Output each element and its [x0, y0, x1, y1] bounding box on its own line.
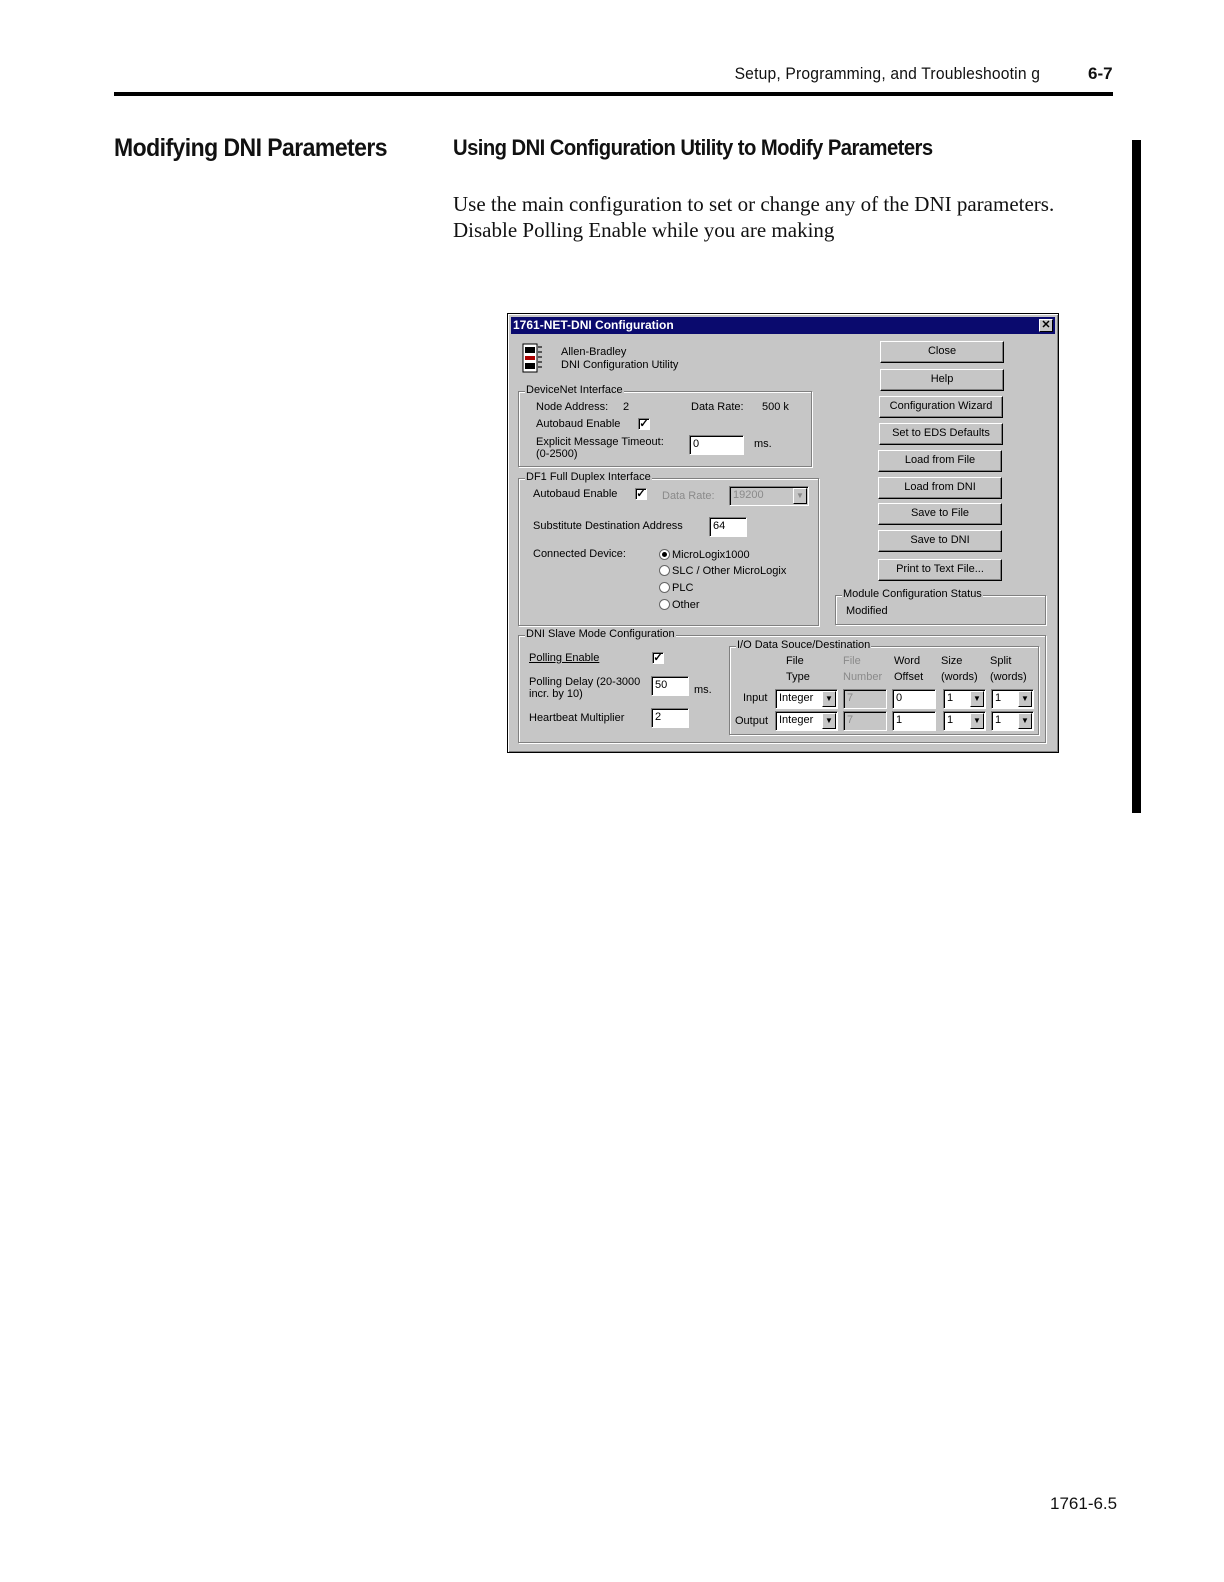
output-file-type-value: Integer	[779, 714, 814, 726]
explicit-timeout-input[interactable]: 0	[689, 435, 744, 455]
devicenet-group-title: DeviceNet Interface	[526, 384, 623, 396]
chevron-down-icon: ▼	[1018, 713, 1032, 729]
output-split-select[interactable]	[991, 711, 1034, 731]
page-number: 6-7	[1088, 64, 1113, 83]
chevron-down-icon: ▼	[822, 713, 836, 729]
dialog-title: 1761-NET-DNI Configuration	[513, 318, 674, 332]
radio-slc-other-micrologix[interactable]	[659, 565, 670, 576]
input-split-select[interactable]	[991, 689, 1034, 709]
chevron-down-icon: ▼	[1018, 691, 1032, 707]
heartbeat-label: Heartbeat Multiplier	[529, 712, 625, 724]
node-address-label: Node Address:	[536, 401, 609, 413]
df1-autobaud-checkbox[interactable]: ✓	[636, 488, 646, 500]
devicenet-interface-group	[518, 384, 812, 467]
brand-name: Allen-Bradley	[561, 346, 627, 358]
module-config-status-value: Modified	[846, 605, 888, 617]
radio-micrologix1000-label: MicroLogix1000	[672, 549, 750, 561]
col-split-line2: (words)	[990, 671, 1027, 683]
output-file-number-input[interactable]: 7	[843, 711, 887, 731]
col-file-number-line1: File	[843, 655, 861, 667]
input-file-number-input[interactable]: 7	[843, 689, 887, 709]
radio-plc[interactable]	[659, 582, 670, 593]
col-size-line1: Size	[941, 655, 963, 667]
dialog-title-bar	[511, 317, 1055, 334]
output-size-value: 1	[947, 714, 954, 726]
df1-data-rate-select[interactable]	[729, 486, 809, 506]
col-file-number-line2: Number	[843, 671, 883, 683]
running-header-title: Setup, Programming, and Troubleshootin g	[734, 64, 1040, 83]
df1-data-rate-value: 19200	[733, 489, 764, 501]
radio-slc-label: SLC / Other MicroLogix	[672, 565, 787, 577]
col-file-type-line1: File	[786, 655, 804, 667]
df1-data-rate-label: Data Rate:	[662, 490, 715, 502]
explicit-timeout-unit: ms.	[754, 438, 772, 450]
output-word-offset-input[interactable]: 1	[892, 711, 936, 731]
module-config-status-group	[835, 588, 1046, 625]
polling-delay-unit: ms.	[694, 684, 712, 696]
radio-plc-label: PLC	[672, 582, 694, 594]
input-size-value: 1	[947, 692, 954, 704]
col-split-line1: Split	[990, 655, 1012, 667]
devicenet-data-rate-value: 500 k	[762, 401, 789, 413]
radio-other-label: Other	[672, 599, 700, 611]
col-file-type-line2: Type	[786, 671, 810, 683]
io-data-title: I/O Data Souce/Destination	[737, 639, 871, 651]
section-title: Modifying DNI Parameters	[114, 134, 388, 162]
close-icon[interactable]: ✕	[1039, 319, 1053, 332]
set-to-eds-defaults-button[interactable]: Set to EDS Defaults	[879, 423, 1003, 445]
load-from-dni-button[interactable]: Load from DNI	[878, 477, 1002, 499]
explicit-timeout-label: Explicit Message Timeout:	[536, 436, 664, 448]
polling-delay-label-line1: Polling Delay (20-3000	[529, 676, 641, 688]
polling-enable-label: Polling Enable	[529, 652, 600, 664]
explicit-timeout-range: (0-2500)	[536, 448, 578, 460]
help-button[interactable]: Help	[880, 369, 1004, 391]
dni-configuration-dialog	[507, 313, 1059, 753]
node-address-value: 2	[623, 401, 630, 413]
paragraph-line-1: Use the main configuration to set or change any of the DNI parameters.	[453, 192, 1055, 216]
output-size-select[interactable]	[943, 711, 986, 731]
output-file-type-select[interactable]	[775, 711, 838, 731]
paragraph-line-2: Disable Polling Enable while you are making	[453, 218, 835, 242]
df1-group-title: DF1 Full Duplex Interface	[526, 471, 651, 483]
utility-name: DNI Configuration Utility	[561, 359, 679, 371]
devicenet-autobaud-label: Autobaud Enable	[536, 418, 621, 430]
input-file-type-value: Integer	[779, 692, 814, 704]
header-rule	[114, 92, 1113, 96]
connected-device-label: Connected Device:	[533, 548, 626, 560]
col-size-line2: (words)	[941, 671, 978, 683]
change-bar	[1132, 140, 1141, 813]
col-word-offset-line1: Word	[894, 655, 921, 667]
load-from-file-button[interactable]: Load from File	[878, 450, 1002, 472]
heartbeat-input[interactable]: 2	[651, 708, 689, 728]
module-config-status-title: Module Configuration Status	[843, 588, 982, 600]
polling-enable-checkbox[interactable]: ✓	[653, 652, 663, 664]
substitute-destination-input[interactable]: 64	[709, 517, 747, 537]
close-button[interactable]: Close	[880, 341, 1004, 363]
chevron-down-icon: ▼	[970, 713, 984, 729]
substitute-destination-label: Substitute Destination Address	[533, 520, 683, 532]
polling-delay-label-line2: incr. by 10)	[529, 688, 583, 700]
df1-autobaud-label: Autobaud Enable	[533, 488, 618, 500]
print-to-text-file-button[interactable]: Print to Text File...	[878, 559, 1002, 581]
footer-publication-number: 1761-6.5	[1050, 1494, 1118, 1513]
subsection-title: Using DNI Configuration Utility to Modify Parameters	[453, 135, 933, 160]
input-word-offset-input[interactable]: 0	[892, 689, 936, 709]
radio-other[interactable]	[659, 599, 670, 610]
output-row-label: Output	[735, 715, 769, 727]
chevron-down-icon: ▼	[793, 488, 807, 504]
radio-micrologix1000[interactable]	[659, 549, 670, 560]
dni-module-icon	[521, 343, 543, 373]
save-to-dni-button[interactable]: Save to DNI	[878, 530, 1002, 552]
input-row-label: Input	[743, 692, 768, 704]
df1-interface-group	[518, 471, 819, 626]
chevron-down-icon: ▼	[822, 691, 836, 707]
polling-delay-input[interactable]: 50	[651, 676, 689, 696]
col-word-offset-line2: Offset	[894, 671, 924, 683]
io-data-group	[729, 639, 1039, 735]
input-split-value: 1	[995, 692, 1002, 704]
input-file-type-select[interactable]	[775, 689, 838, 709]
configuration-wizard-button[interactable]: Configuration Wizard	[879, 396, 1003, 418]
chevron-down-icon: ▼	[970, 691, 984, 707]
slave-mode-title: DNI Slave Mode Configuration	[526, 628, 675, 640]
devicenet-data-rate-label: Data Rate:	[691, 401, 744, 413]
slave-mode-group	[518, 628, 1046, 743]
input-size-select[interactable]	[943, 689, 986, 709]
save-to-file-button[interactable]: Save to File	[878, 503, 1002, 525]
devicenet-autobaud-checkbox[interactable]: ✓	[639, 418, 649, 430]
output-split-value: 1	[995, 714, 1002, 726]
